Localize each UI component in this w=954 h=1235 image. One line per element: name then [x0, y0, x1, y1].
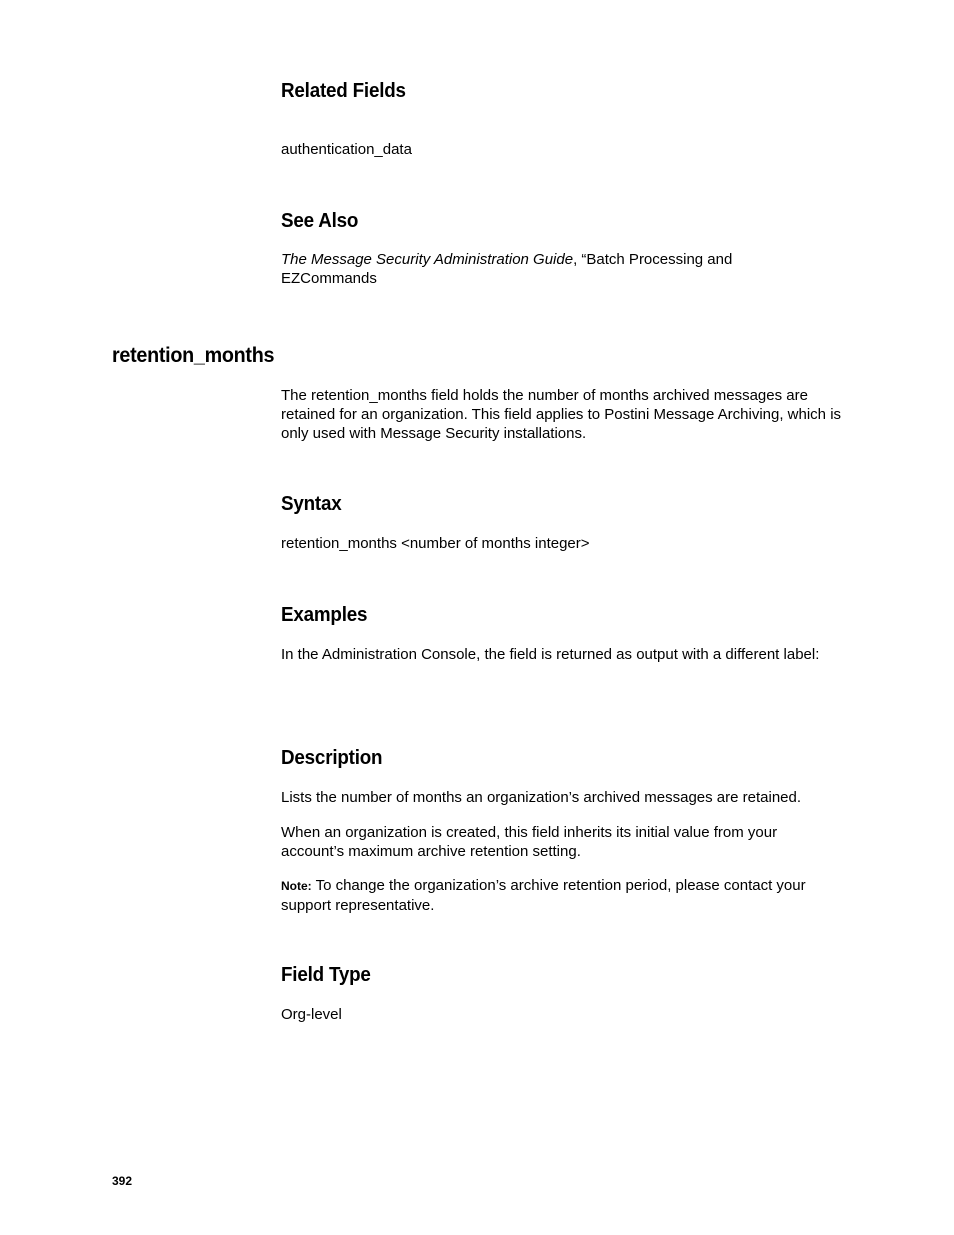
description-note — [281, 876, 851, 915]
related-fields-text: authentication_data — [281, 141, 412, 158]
field-type-heading: Field Type — [281, 964, 371, 986]
examples-heading: Examples — [281, 604, 368, 626]
description-para-1: Lists the number of months an organization’s archived messages are retained. — [281, 789, 802, 806]
examples-text: In the Administration Console, the field is returned as output with a different label: — [281, 646, 820, 663]
syntax-heading: Syntax — [281, 493, 342, 515]
note-text: To change the organization’s archive retention period, please contact your support representative. — [281, 877, 806, 914]
page-number: 392 — [112, 1174, 133, 1188]
field-type-text: Org-level — [281, 1006, 342, 1023]
retention-months-intro: The retention_months field holds the number of months archived messages are retained for an organization. This field applies to Postini Message Archiving, which is only used with Message Security installations. — [281, 387, 842, 442]
syntax-text: retention_months <number of months integer> — [281, 535, 590, 552]
retention-months-heading: retention_months — [112, 344, 275, 367]
related-fields-heading: Related Fields — [281, 80, 406, 102]
note-label: Note: — [281, 879, 312, 893]
description-para-2: When an organization is created, this field inherits its initial value from your account’s maximum archive retention setting. — [281, 824, 778, 860]
see-also-heading: See Also — [281, 210, 359, 232]
description-heading: Description — [281, 747, 383, 769]
see-also-rest: , “Batch Processing and EZCommands — [281, 251, 733, 287]
see-also-guide-title: The Message Security Administration Guide — [281, 251, 574, 268]
see-also-text — [281, 250, 761, 288]
